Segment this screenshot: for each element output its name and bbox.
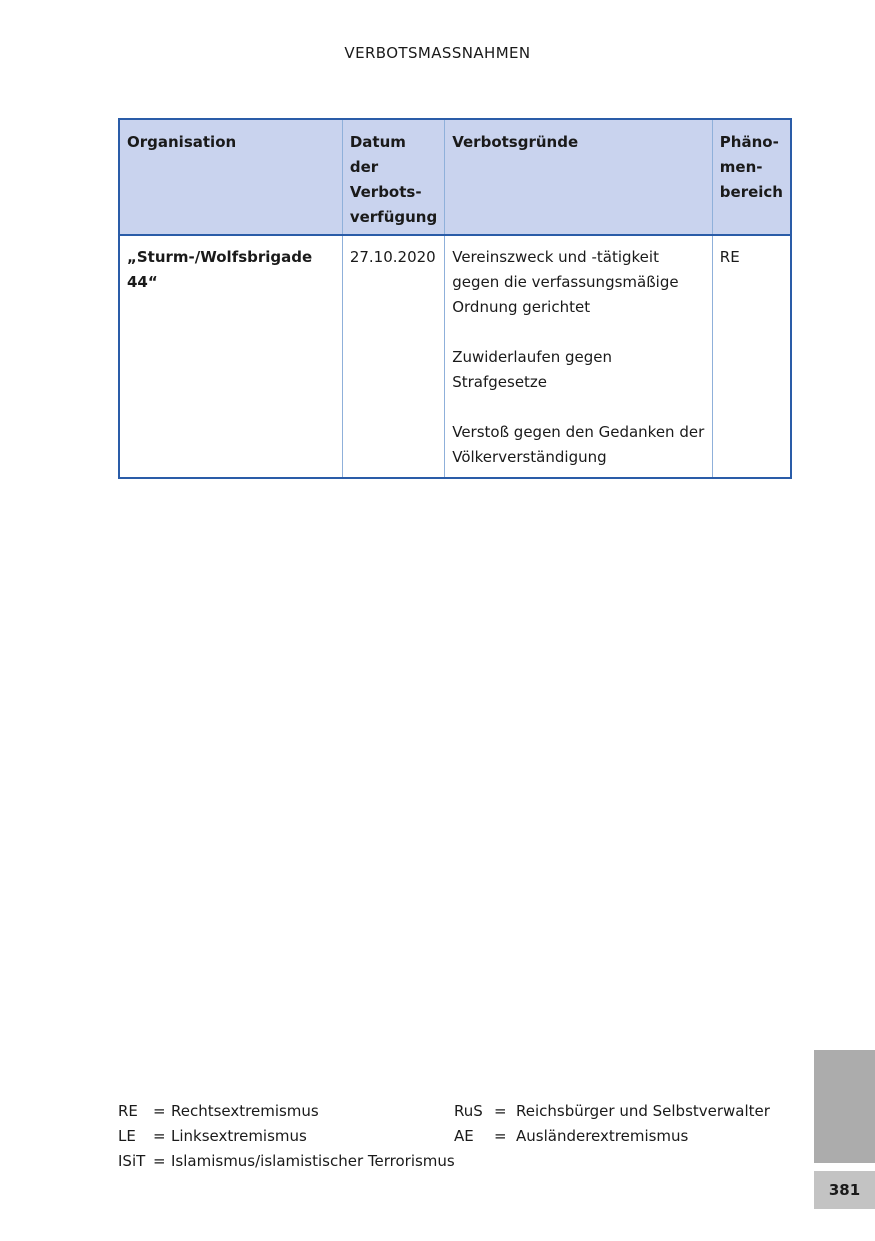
legend-text: Reichsbürger und Selbstverwalter bbox=[516, 1102, 770, 1120]
legend-text: Islamismus/islamistischer Terrorismus bbox=[171, 1152, 455, 1170]
cell-area: RE bbox=[712, 235, 791, 478]
page-number: 381 bbox=[814, 1171, 875, 1209]
legend-abbr: ISiT bbox=[118, 1152, 146, 1170]
legend-row bbox=[118, 1149, 818, 1174]
legend-equals: = bbox=[494, 1102, 507, 1120]
legend-equals: = bbox=[494, 1127, 507, 1145]
ban-measures-table bbox=[118, 118, 792, 479]
reason-item: Zuwiderlaufen gegen Strafgesetze bbox=[452, 348, 613, 391]
cell-reasons bbox=[445, 235, 713, 478]
legend-text: Ausländerextremismus bbox=[516, 1127, 689, 1145]
chapter-side-tab bbox=[814, 1050, 875, 1163]
legend-equals: = bbox=[153, 1102, 166, 1120]
cell-date: 27.10.2020 bbox=[342, 235, 444, 478]
legend-text: Linksextremismus bbox=[171, 1127, 307, 1145]
legend-abbr: LE bbox=[118, 1127, 136, 1145]
reason-item: Verstoß gegen den Gedanken der Völkerverständigung bbox=[452, 423, 705, 466]
legend-abbr: RE bbox=[118, 1102, 138, 1120]
organisation-name: „Sturm-/Wolfsbrigade 44“ bbox=[127, 248, 313, 291]
header-date: Datum der Verbotsverfügung bbox=[342, 119, 444, 235]
legend-row bbox=[118, 1099, 818, 1124]
reason-item: Vereinszweck und -tätigkeit gegen die verfassungsmäßige Ordnung gerichtet bbox=[452, 248, 679, 316]
cell-organisation bbox=[119, 235, 342, 478]
legend-abbr: AE bbox=[454, 1127, 474, 1145]
abbreviation-legend bbox=[118, 1099, 818, 1174]
header-reasons: Verbotsgründe bbox=[445, 119, 713, 235]
running-head: VERBOTSMASSNAHMEN bbox=[344, 44, 531, 62]
table-header-row bbox=[119, 119, 791, 235]
legend-abbr: RuS bbox=[454, 1102, 483, 1120]
header-organisation: Organisation bbox=[119, 119, 342, 235]
table-row bbox=[119, 235, 791, 478]
legend-equals: = bbox=[153, 1127, 166, 1145]
header-area: Phänomenbereich bbox=[712, 119, 791, 235]
legend-text: Rechtsextremismus bbox=[171, 1102, 319, 1120]
legend-equals: = bbox=[153, 1152, 166, 1170]
legend-row bbox=[118, 1124, 818, 1149]
